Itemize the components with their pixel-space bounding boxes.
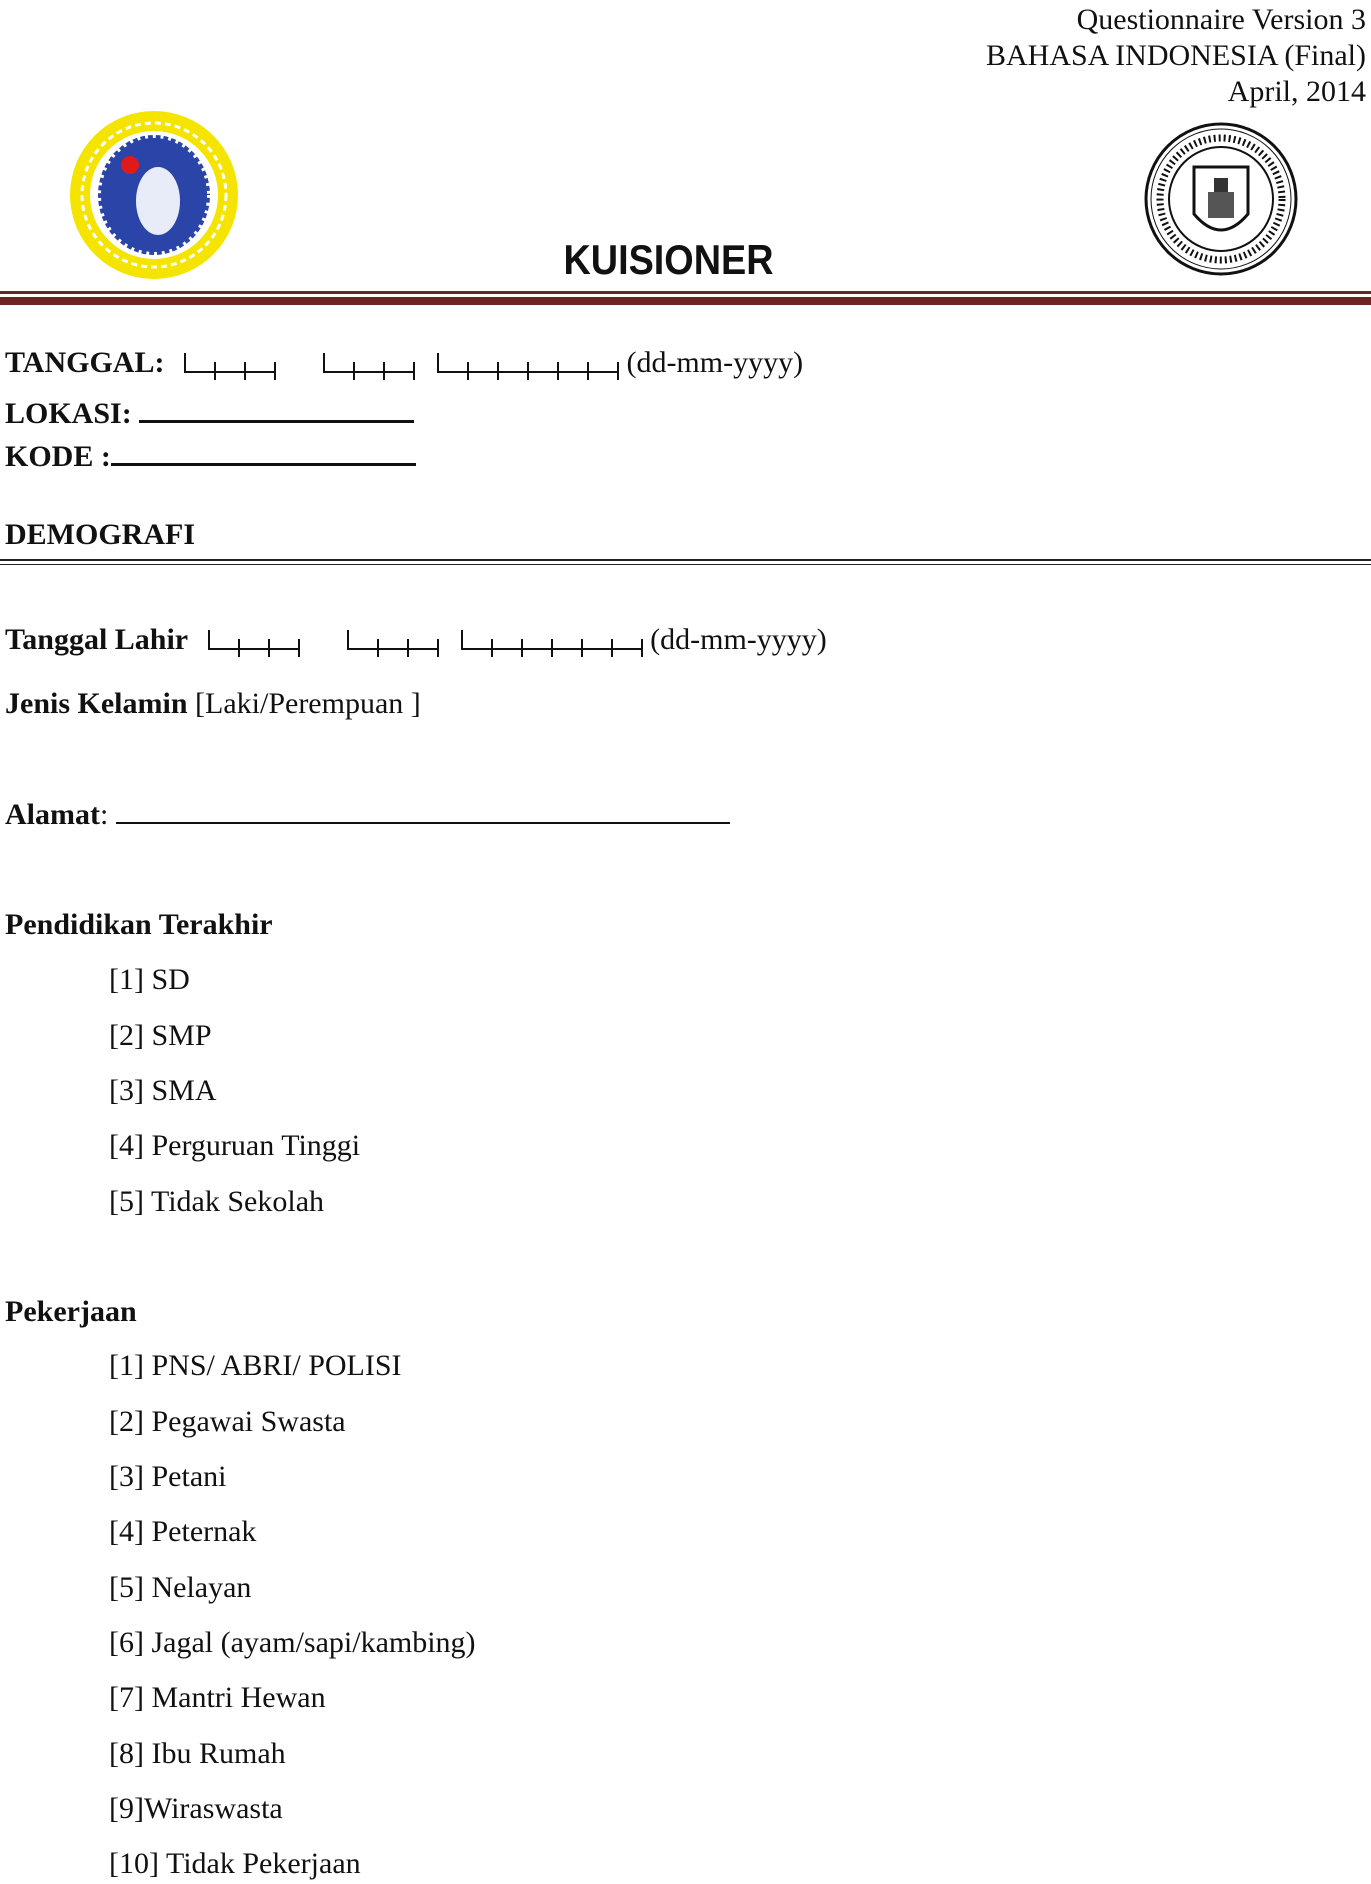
address-colon: : xyxy=(99,798,109,831)
kode-label: KODE : xyxy=(5,440,111,473)
birth-day-boxes[interactable] xyxy=(208,630,300,650)
lokasi-label: LOKASI: xyxy=(5,397,132,430)
education-option[interactable]: [4] Perguruan Tinggi xyxy=(109,1129,361,1162)
date-text: April, 2014 xyxy=(1227,75,1366,108)
education-option[interactable]: [5] Tidak Sekolah xyxy=(109,1185,325,1218)
education-heading: Pendidikan Terakhir xyxy=(5,908,273,941)
education-option[interactable]: [3] SMA xyxy=(109,1074,217,1107)
kode-field[interactable] xyxy=(111,462,416,466)
month-boxes[interactable] xyxy=(323,353,415,373)
birthdate-row xyxy=(5,622,827,658)
occupation-option[interactable]: [4] Peternak xyxy=(109,1515,257,1548)
lokasi-row xyxy=(5,396,414,432)
gender-label: Jenis Kelamin xyxy=(5,687,188,720)
page-title: KUISIONER xyxy=(563,236,774,283)
birthdate-label: Tanggal Lahir xyxy=(5,623,189,656)
address-field[interactable] xyxy=(116,821,730,824)
year-boxes[interactable] xyxy=(437,353,619,373)
kode-row xyxy=(5,439,416,475)
occupation-option[interactable]: [3] Petani xyxy=(109,1460,227,1493)
gender-row xyxy=(5,686,421,722)
day-boxes[interactable] xyxy=(184,353,276,373)
occupation-option[interactable]: [7] Mantri Hewan xyxy=(109,1681,326,1714)
occupation-option[interactable]: [5] Nelayan xyxy=(109,1571,252,1604)
lokasi-field[interactable] xyxy=(139,419,414,423)
section-heading-demografi: DEMOGRAFI xyxy=(5,518,195,551)
tanggal-label: TANGGAL: xyxy=(5,346,165,379)
occupation-option[interactable]: [6] Jagal (ayam/sapi/kambing) xyxy=(109,1626,476,1659)
tanggal-row xyxy=(5,345,803,381)
date-format-hint: (dd-mm-yyyy) xyxy=(626,346,804,379)
occupation-option[interactable]: [1] PNS/ ABRI/ POLISI xyxy=(109,1349,402,1382)
occupation-option[interactable]: [2] Pegawai Swasta xyxy=(109,1405,346,1438)
header-divider xyxy=(0,291,1371,294)
birth-date-format-hint: (dd-mm-yyyy) xyxy=(650,623,827,656)
section-divider-thin xyxy=(0,564,1371,565)
header-divider-thick xyxy=(0,297,1371,305)
language-text: BAHASA INDONESIA (Final) xyxy=(985,39,1366,72)
education-option[interactable]: [1] SD xyxy=(109,963,190,996)
version-text: Questionnaire Version 3 xyxy=(1076,3,1366,36)
section-divider xyxy=(0,559,1371,561)
occupation-option[interactable]: [8] Ibu Rumah xyxy=(109,1737,286,1770)
education-option[interactable]: [2] SMP xyxy=(109,1019,212,1052)
address-label: Alamat xyxy=(5,798,100,831)
occupation-heading: Pekerjaan xyxy=(5,1295,137,1328)
address-row xyxy=(5,797,730,833)
gender-options[interactable]: [Laki/Perempuan ] xyxy=(195,687,421,720)
occupation-option[interactable]: [10] Tidak Pekerjaan xyxy=(109,1847,361,1880)
occupation-option[interactable]: [9]Wiraswasta xyxy=(109,1792,283,1825)
birth-month-boxes[interactable] xyxy=(347,630,439,650)
birth-year-boxes[interactable] xyxy=(461,630,643,650)
